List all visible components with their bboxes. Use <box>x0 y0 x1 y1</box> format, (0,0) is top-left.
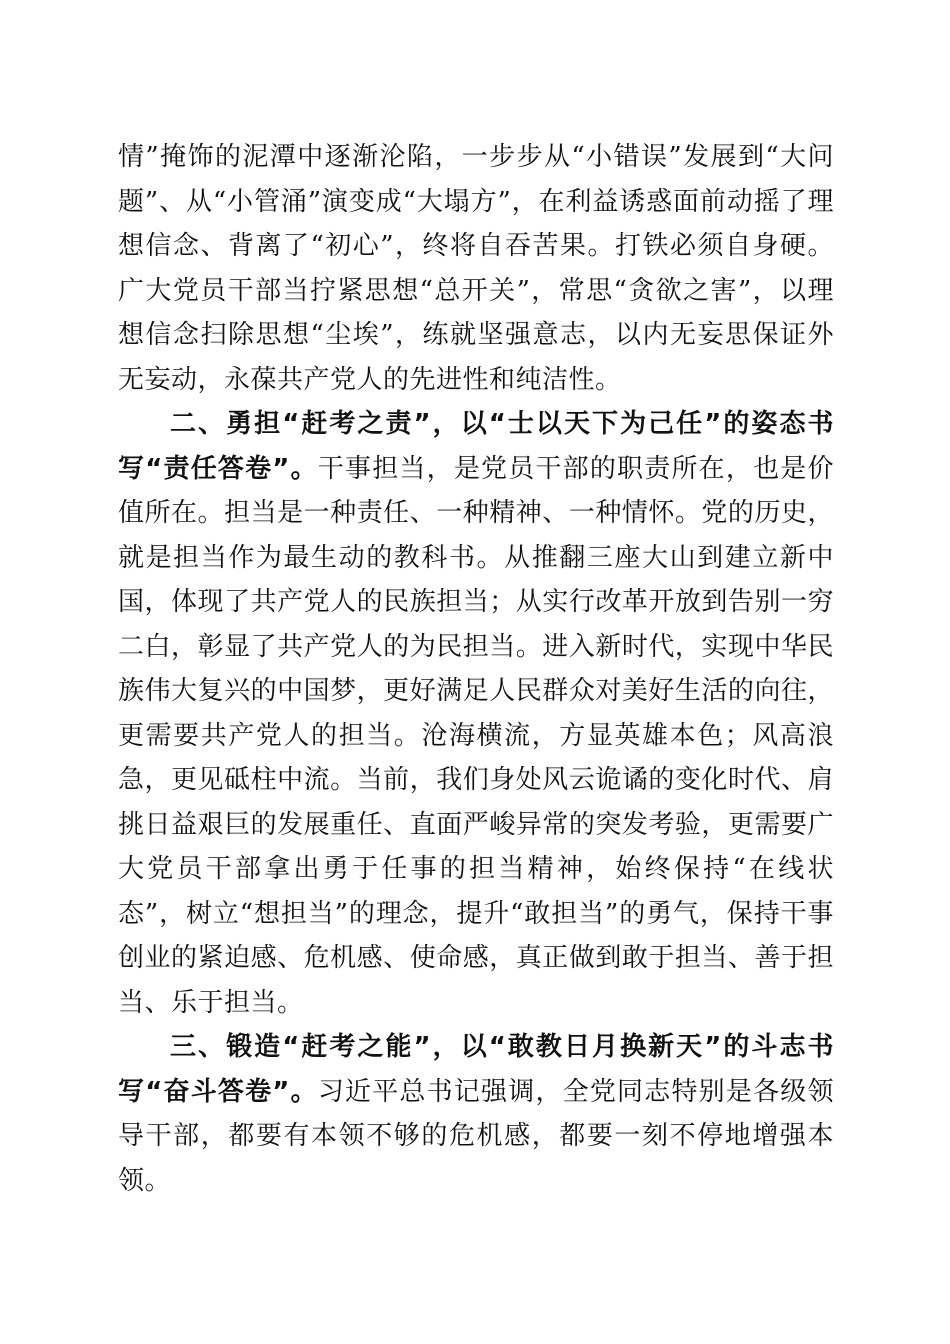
section-2-body: 干事担当，是党员干部的职责所在，也是价值所在。担当是一种责任、一种精神、一种情怀。党的历史，就是担当作为最生动的教科书。从推翻三座大山到建立新中国，体现了共产党人的民族担当；从实行改革开放到告别一穷二白，彰显了共产党人的为民担当。进入新时代，实现中华民族伟大复兴的中国梦，更好满足人民群众对美好生活的向往，更需要共产党人的担当。沧海横流，方显英雄本色；风高浪急，更见砥柱中流。当前，我们身处风云诡谲的变化时代、肩挑日益艰巨的发展重任、直面严峻异常的突发考验，更需要广大党员干部拿出勇于任事的担当精神，始终保持“在线状态”，树立“想担当”的理念，提升“敢担当”的勇气，保持干事创业的紧迫感、危机感、使命感，真正做到敢于担当、善于担当、乐于担当。 <box>118 453 834 1018</box>
document-body <box>118 135 834 1203</box>
paragraph-1-body: 情”掩饰的泥潭中逐渐沦陷，一步步从“小错误”发展到“大问题”、从“小管涌”演变成“大塌方”，在利益诱惑面前动摇了理想信念、背离了“初心”，终将自吞苦果。打铁必须自身硬。广大党员干部当拧紧思想“总开关”，常思“贪欲之害”，以理想信念扫除思想“尘埃”，练就坚强意志，以内无妄思保证外无妄动，永葆共产党人的先进性和纯洁性。 <box>118 142 834 395</box>
paragraph-section-3 <box>118 1025 834 1203</box>
paragraph-continuation <box>118 135 834 402</box>
section-3-heading: 三、锻造“赶考之能”，以“敢教日月换新天”的斗志书写“奋斗答卷”。 <box>118 1032 834 1107</box>
section-2-heading: 二、勇担“赶考之责”，以“士以天下为己任”的姿态书写“责任答卷”。 <box>118 409 834 484</box>
section-3-body: 习近平总书记强调，全党同志特别是各级领导干部，都要有本领不够的危机感，都要一刻不停地增强本领。 <box>118 1076 834 1196</box>
paragraph-section-2 <box>118 402 834 1025</box>
